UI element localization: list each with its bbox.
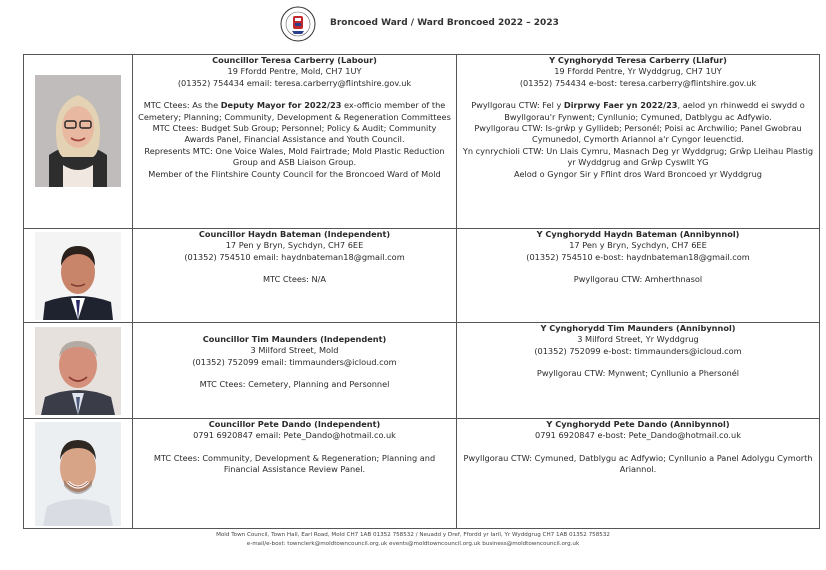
councillor-name: Councillor Tim Maunders (Independent) — [202, 334, 387, 344]
portrait-photo-bateman — [35, 232, 121, 320]
welsh-details-cell — [457, 55, 820, 229]
english-details-cell — [133, 419, 457, 529]
council-crest-logo — [280, 6, 316, 42]
councillor-address-welsh: 19 Ffordd Pentre, Yr Wyddgrug, CH7 1UY — [554, 66, 722, 77]
councillor-name-welsh: Y Cynghorydd Pete Dando (Annibynnol) — [546, 419, 730, 429]
councillor-contact-welsh[interactable]: (01352) 754434 e-bost: teresa.carberry@flintshire.gov.uk — [519, 77, 757, 88]
photo-cell — [24, 419, 133, 529]
committees-text-welsh: Pwyllgorau CTW: Fel y Dirprwy Faer yn 2022/23, aelod yn rhinwedd ei swydd o Bwyllgorau'r Fynwent; Cynllunio; Cymuned, Datblygu ac Adfywio. — [471, 100, 805, 122]
county-member-text: Member of the Flintshire County Council for the Broncoed Ward of Mold — [148, 168, 441, 179]
councillor-name-welsh: Y Cynghorydd Tim Maunders (Annibynnol) — [540, 323, 736, 333]
committees-text-welsh: Pwyllgorau CTW: Cymuned, Datblygu ac Adfywio; Cynllunio a Panel Adolygu Cymorth Ariannol. — [463, 452, 813, 475]
committees-text: MTC Ctees: Cemetery, Planning and Personnel — [199, 379, 390, 390]
councillor-address-welsh: 3 Milford Street, Yr Wyddgrug — [577, 334, 699, 345]
councillor-row-maunders — [24, 323, 820, 419]
committees-extra-welsh: Pwyllgorau CTW: Is-grŵp y Gyllideb; Personél; Poisi ac Archwilio; Panel Gwobrau Cymunedol, Cymorth Ariannol a'r Cyngor Ieuenctid. — [474, 123, 802, 145]
welsh-details-cell — [457, 419, 820, 529]
committees-extra: MTC Ctees: Budget Sub Group; Personnel; Policy & Audit; Community Awards Panel, Financial Assistance and Youth Council. — [152, 123, 437, 145]
english-details-cell — [133, 55, 457, 229]
committees-text-welsh: Pwyllgorau CTW: Mynwent; Cynllunio a Phersonél — [536, 368, 740, 379]
committees-text-welsh: Pwyllgorau CTW: Amherthnasol — [573, 274, 703, 285]
councillor-contact-welsh[interactable]: 0791 6920847 e-bost: Pete_Dando@hotmail.co.uk — [535, 430, 741, 441]
committees-text: MTC Ctees: N/A — [262, 274, 327, 285]
councillor-name-welsh: Y Cynghorydd Haydn Bateman (Annibynnol) — [536, 229, 740, 239]
committees-text: MTC Ctees: Community, Development & Regeneration; Planning and Financial Assistance Review Panel. — [153, 452, 436, 475]
councillor-name-welsh: Y Cynghorydd Teresa Carberry (Llafur) — [549, 55, 727, 65]
councillor-address: 3 Milford Street, Mold — [250, 345, 339, 356]
portrait-photo-carberry — [35, 75, 121, 187]
councillor-address: 17 Pen y Bryn, Sychdyn, CH7 6EE — [225, 240, 364, 251]
footer-address: Mold Town Council, Town Hall, Earl Road, Mold CH7 1AB 01352 758532 / Neuadd y Dref, Ffordd yr Iarll, Yr Wyddgrug CH7 1AB 01352 758532 — [216, 532, 610, 538]
councillor-name: Councillor Teresa Carberry (Labour) — [212, 55, 377, 65]
english-details-cell — [133, 323, 457, 419]
councillor-contact[interactable]: 0791 6920847 email: Pete_Dando@hotmail.co.uk — [193, 430, 396, 441]
councillor-contact-welsh[interactable]: (01352) 754510 e-bost: haydnbateman18@gmail.com — [526, 251, 750, 262]
councillor-row-carberry — [24, 55, 820, 229]
councillor-contact[interactable]: (01352) 754510 email: haydnbateman18@gmail.com — [184, 251, 405, 262]
committees-text: MTC Ctees: As the Deputy Mayor for 2022/23 ex-officio member of the Cemetery; Planning; Community, Development & Regeneration Committees — [138, 100, 451, 122]
councillor-contact[interactable]: (01352) 754434 email: teresa.carberry@flintshire.gov.uk — [177, 77, 412, 88]
welsh-details-cell — [457, 323, 820, 419]
english-details-cell — [133, 229, 457, 323]
page-footer — [0, 531, 826, 549]
represents-text-welsh: Yn cynrychioli CTW: Un Llais Cymru, Masnach Deg yr Wyddgrug; Grŵp Lleihau Plastig yr Wyddgrug and Grŵp Cyswllt YG — [462, 145, 814, 168]
councillor-name: Councillor Haydn Bateman (Independent) — [198, 229, 391, 239]
photo-cell — [24, 323, 133, 419]
photo-cell — [24, 229, 133, 323]
councillor-name: Councillor Pete Dando (Independent) — [208, 419, 381, 429]
page-title: Broncoed Ward / Ward Broncoed 2022 – 2023 — [330, 18, 559, 28]
councillor-row-bateman — [24, 229, 820, 323]
photo-cell — [24, 55, 133, 229]
welsh-details-cell — [457, 229, 820, 323]
footer-emails[interactable]: e-mail/e-bost: townclerk@moldtowncouncil.org.uk events@moldtowncouncil.org.uk business@moldtowncouncil.org.uk — [246, 541, 580, 547]
page-header — [0, 4, 826, 46]
county-member-text-welsh: Aelod o Gyngor Sir y Fflint dros Ward Broncoed yr Wyddgrug — [514, 168, 762, 179]
represents-text: Represents MTC: One Voice Wales, Mold Fairtrade; Mold Plastic Reduction Group and ASB Liaison Group. — [144, 145, 445, 168]
councillor-table — [23, 54, 820, 529]
councillor-row-dando — [24, 419, 820, 529]
portrait-photo-dando — [35, 422, 121, 526]
councillor-contact[interactable]: (01352) 752099 email: timmaunders@icloud.com — [192, 356, 397, 367]
councillor-address: 19 Ffordd Pentre, Mold, CH7 1UY — [227, 66, 362, 77]
portrait-photo-maunders — [35, 327, 121, 415]
councillor-contact-welsh[interactable]: (01352) 752099 e-bost: timmaunders@icloud.com — [534, 345, 742, 356]
councillor-address-welsh: 17 Pen y Bryn, Sychdyn, CH7 6EE — [569, 240, 707, 251]
